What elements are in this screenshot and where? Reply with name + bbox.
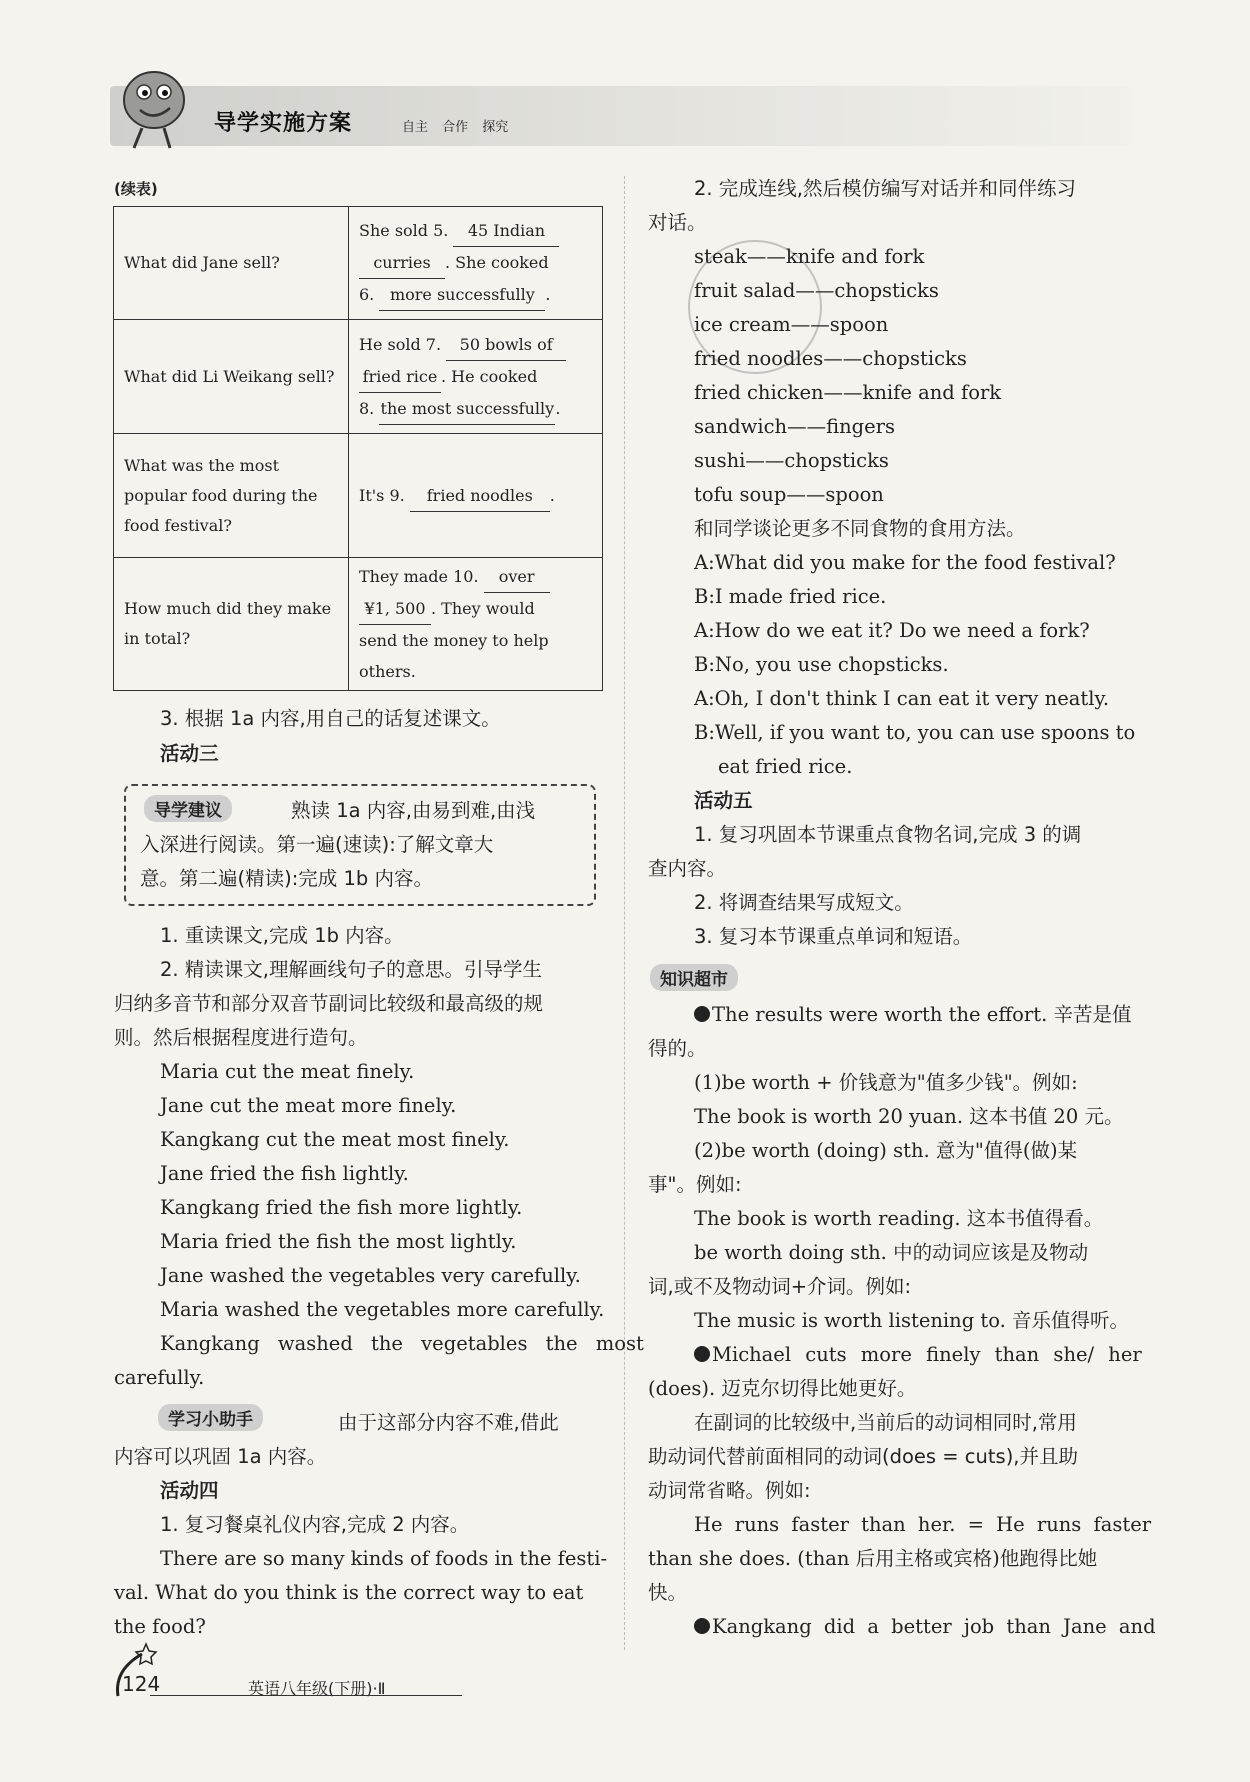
match-pair: fruit salad——chopsticks bbox=[694, 279, 939, 302]
knowledge-text: 动词常省略。例如: bbox=[648, 1479, 811, 1502]
table-question: What did Li Weikang sell? bbox=[114, 320, 349, 434]
page-title: 导学实施方案 bbox=[214, 111, 353, 136]
table-question: What was the most popular food during the food festival? bbox=[114, 434, 349, 558]
example-sentence: Kangkang washed the vegetables the most bbox=[160, 1332, 644, 1355]
knowledge-text: The book is worth 20 yuan. 这本书值 20 元。 bbox=[694, 1105, 1124, 1128]
page-subtitle: 自主 合作 探究 bbox=[402, 120, 509, 135]
match-pair: sushi——chopsticks bbox=[694, 449, 889, 472]
mascot-icon bbox=[112, 62, 194, 152]
blank-5b: curries bbox=[359, 247, 445, 279]
blank-5: 45 Indian bbox=[453, 215, 559, 247]
column-divider bbox=[624, 176, 625, 1650]
match-pair: fried noodles——chopsticks bbox=[694, 347, 967, 370]
knowledge-text: Kangkang did a better job than Jane and bbox=[694, 1614, 1156, 1640]
blank-10b: ¥1, 500 bbox=[359, 593, 431, 625]
knowledge-text: 得的。 bbox=[648, 1037, 707, 1060]
knowledge-text: 事"。例如: bbox=[648, 1173, 742, 1196]
knowledge-text: than she does. (than 后用主格或宾格)他跑得比她 bbox=[648, 1547, 1098, 1570]
dialog-line: B:I made fried rice. bbox=[694, 585, 887, 608]
example-sentence: Jane fried the fish lightly. bbox=[160, 1162, 409, 1185]
step-2: 则。然后根据程度进行造句。 bbox=[114, 1026, 368, 1049]
bullet-icon bbox=[694, 1346, 710, 1362]
activity-5-heading: 活动五 bbox=[694, 789, 753, 812]
activity-4-text: the food? bbox=[114, 1615, 206, 1638]
example-sentence: Maria cut the meat finely. bbox=[160, 1060, 415, 1083]
tip-line: 意。第二遍(精读):完成 1b 内容。 bbox=[140, 867, 433, 890]
table-answer: It's 9. fried noodles . bbox=[349, 434, 603, 558]
blank-10: over bbox=[484, 561, 550, 593]
blank-6: more successfully bbox=[379, 279, 545, 311]
dialog-line: B:Well, if you want to, you can use spoons to bbox=[694, 721, 1136, 744]
book-title: 英语八年级(下册)·Ⅱ bbox=[248, 1679, 386, 1698]
tip-line: 入深进行阅读。第一遍(速读):了解文章大 bbox=[140, 833, 494, 856]
page-number: 124 bbox=[122, 1672, 161, 1696]
activity-3-heading: 活动三 bbox=[160, 742, 219, 765]
match-pair: tofu soup——spoon bbox=[694, 483, 884, 506]
example-sentence: Maria washed the vegetables more carefully. bbox=[160, 1298, 605, 1321]
knowledge-text: (does). 迈克尔切得比她更好。 bbox=[648, 1377, 917, 1400]
knowledge-text: be worth doing sth. 中的动词应该是及物动 bbox=[694, 1241, 1089, 1264]
tip-line: 熟读 1a 内容,由易到难,由浅 bbox=[291, 799, 536, 822]
match-instruction: 2. 完成连线,然后模仿编写对话并和同伴练习 bbox=[694, 177, 1077, 200]
activity-4-step: 1. 复习餐桌礼仪内容,完成 2 内容。 bbox=[160, 1513, 470, 1536]
knowledge-tag: 知识超市 bbox=[650, 964, 738, 991]
knowledge-text: (1)be worth + 价钱意为"值多少钱"。例如: bbox=[694, 1071, 1078, 1094]
table-caption: (续表) bbox=[114, 180, 158, 198]
knowledge-text: Michael cuts more finely than she/ her bbox=[694, 1342, 1142, 1368]
helper-line: 由于这部分内容不难,借此 bbox=[338, 1411, 559, 1434]
activity-5-step: 2. 将调查结果写成短文。 bbox=[694, 891, 914, 914]
blank-7b: fried rice bbox=[359, 361, 441, 393]
dialog-line: A:How do we eat it? Do we need a fork? bbox=[694, 619, 1090, 642]
blank-9: fried noodles bbox=[410, 480, 550, 512]
activity-5-step: 3. 复习本节课重点单词和短语。 bbox=[694, 925, 973, 948]
match-pair: sandwich——fingers bbox=[694, 415, 895, 438]
table-answer: They made 10. over ¥1, 500 . They would send the money to help others. bbox=[349, 558, 603, 691]
activity-4-heading: 活动四 bbox=[160, 1479, 219, 1502]
example-sentence: Jane cut the meat more finely. bbox=[160, 1094, 457, 1117]
answer-table bbox=[113, 206, 603, 691]
knowledge-text: He runs faster than her. = He runs faster bbox=[694, 1513, 1152, 1536]
step-2: 归纳多音节和部分双音节副词比较级和最高级的规 bbox=[114, 992, 544, 1015]
knowledge-text: (2)be worth (doing) sth. 意为"值得(做)某 bbox=[694, 1139, 1078, 1162]
example-sentence: carefully. bbox=[114, 1366, 205, 1389]
dialog-line: eat fried rice. bbox=[718, 755, 853, 778]
activity-5-step: 查内容。 bbox=[648, 857, 727, 880]
match-pair: ice cream——spoon bbox=[694, 313, 889, 336]
table-row bbox=[114, 434, 603, 558]
helper-line: 内容可以巩固 1a 内容。 bbox=[114, 1445, 327, 1468]
knowledge-text: The results were worth the effort. 辛苦是值 bbox=[694, 1002, 1131, 1028]
match-pair: fried chicken——knife and fork bbox=[694, 381, 1002, 404]
step-2: 2. 精读课文,理解画线句子的意思。引导学生 bbox=[160, 958, 543, 981]
knowledge-text: 词,或不及物动词+介词。例如: bbox=[648, 1275, 912, 1298]
step-3: 3. 根据 1a 内容,用自己的话复述课文。 bbox=[160, 707, 501, 730]
tip-tag: 导学建议 bbox=[144, 795, 232, 822]
table-answer: He sold 7. 50 bowls of fried rice . He cooked 8. the most successfully. bbox=[349, 320, 603, 434]
knowledge-text: 助动词代替前面相同的动词(does = cuts),并且助 bbox=[648, 1445, 1078, 1468]
activity-4-text: There are so many kinds of foods in the festi- bbox=[160, 1547, 608, 1570]
example-sentence: Kangkang cut the meat most finely. bbox=[160, 1128, 510, 1151]
blank-7: 50 bowls of bbox=[446, 329, 566, 361]
table-question: What did Jane sell? bbox=[114, 207, 349, 320]
footer-rule bbox=[150, 1695, 462, 1696]
table-row bbox=[114, 207, 603, 320]
blank-8: the most successfully bbox=[379, 393, 555, 425]
bullet-icon bbox=[694, 1006, 710, 1022]
knowledge-text: The book is worth reading. 这本书值得看。 bbox=[694, 1207, 1104, 1230]
example-sentence: Kangkang fried the fish more lightly. bbox=[160, 1196, 523, 1219]
knowledge-text: The music is worth listening to. 音乐值得听。 bbox=[694, 1309, 1130, 1332]
activity-5-step: 1. 复习巩固本节课重点食物名词,完成 3 的调 bbox=[694, 823, 1082, 846]
table-question: How much did they make in total? bbox=[114, 558, 349, 691]
table-row bbox=[114, 558, 603, 691]
bullet-icon bbox=[694, 1618, 710, 1634]
knowledge-text: 快。 bbox=[648, 1581, 688, 1604]
step-1: 1. 重读课文,完成 1b 内容。 bbox=[160, 924, 404, 947]
dialog-line: B:No, you use chopsticks. bbox=[694, 653, 949, 676]
match-pair: steak——knife and fork bbox=[694, 245, 925, 268]
example-sentence: Maria fried the fish the most lightly. bbox=[160, 1230, 517, 1253]
table-row bbox=[114, 320, 603, 434]
knowledge-text: 在副词的比较级中,当前后的动词相同时,常用 bbox=[694, 1411, 1077, 1434]
dialog-line: A:What did you make for the food festival? bbox=[694, 551, 1116, 574]
dialog-line: A:Oh, I don't think I can eat it very neatly. bbox=[694, 687, 1110, 710]
table-answer: She sold 5. 45 Indian curries . She cooked 6. more successfully . bbox=[349, 207, 603, 320]
match-instruction: 对话。 bbox=[648, 211, 707, 234]
discuss-text: 和同学谈论更多不同食物的食用方法。 bbox=[694, 517, 1026, 540]
example-sentence: Jane washed the vegetables very carefully. bbox=[160, 1264, 581, 1287]
helper-tag: 学习小助手 bbox=[158, 1404, 263, 1431]
activity-4-text: val. What do you think is the correct way to eat bbox=[114, 1581, 584, 1604]
